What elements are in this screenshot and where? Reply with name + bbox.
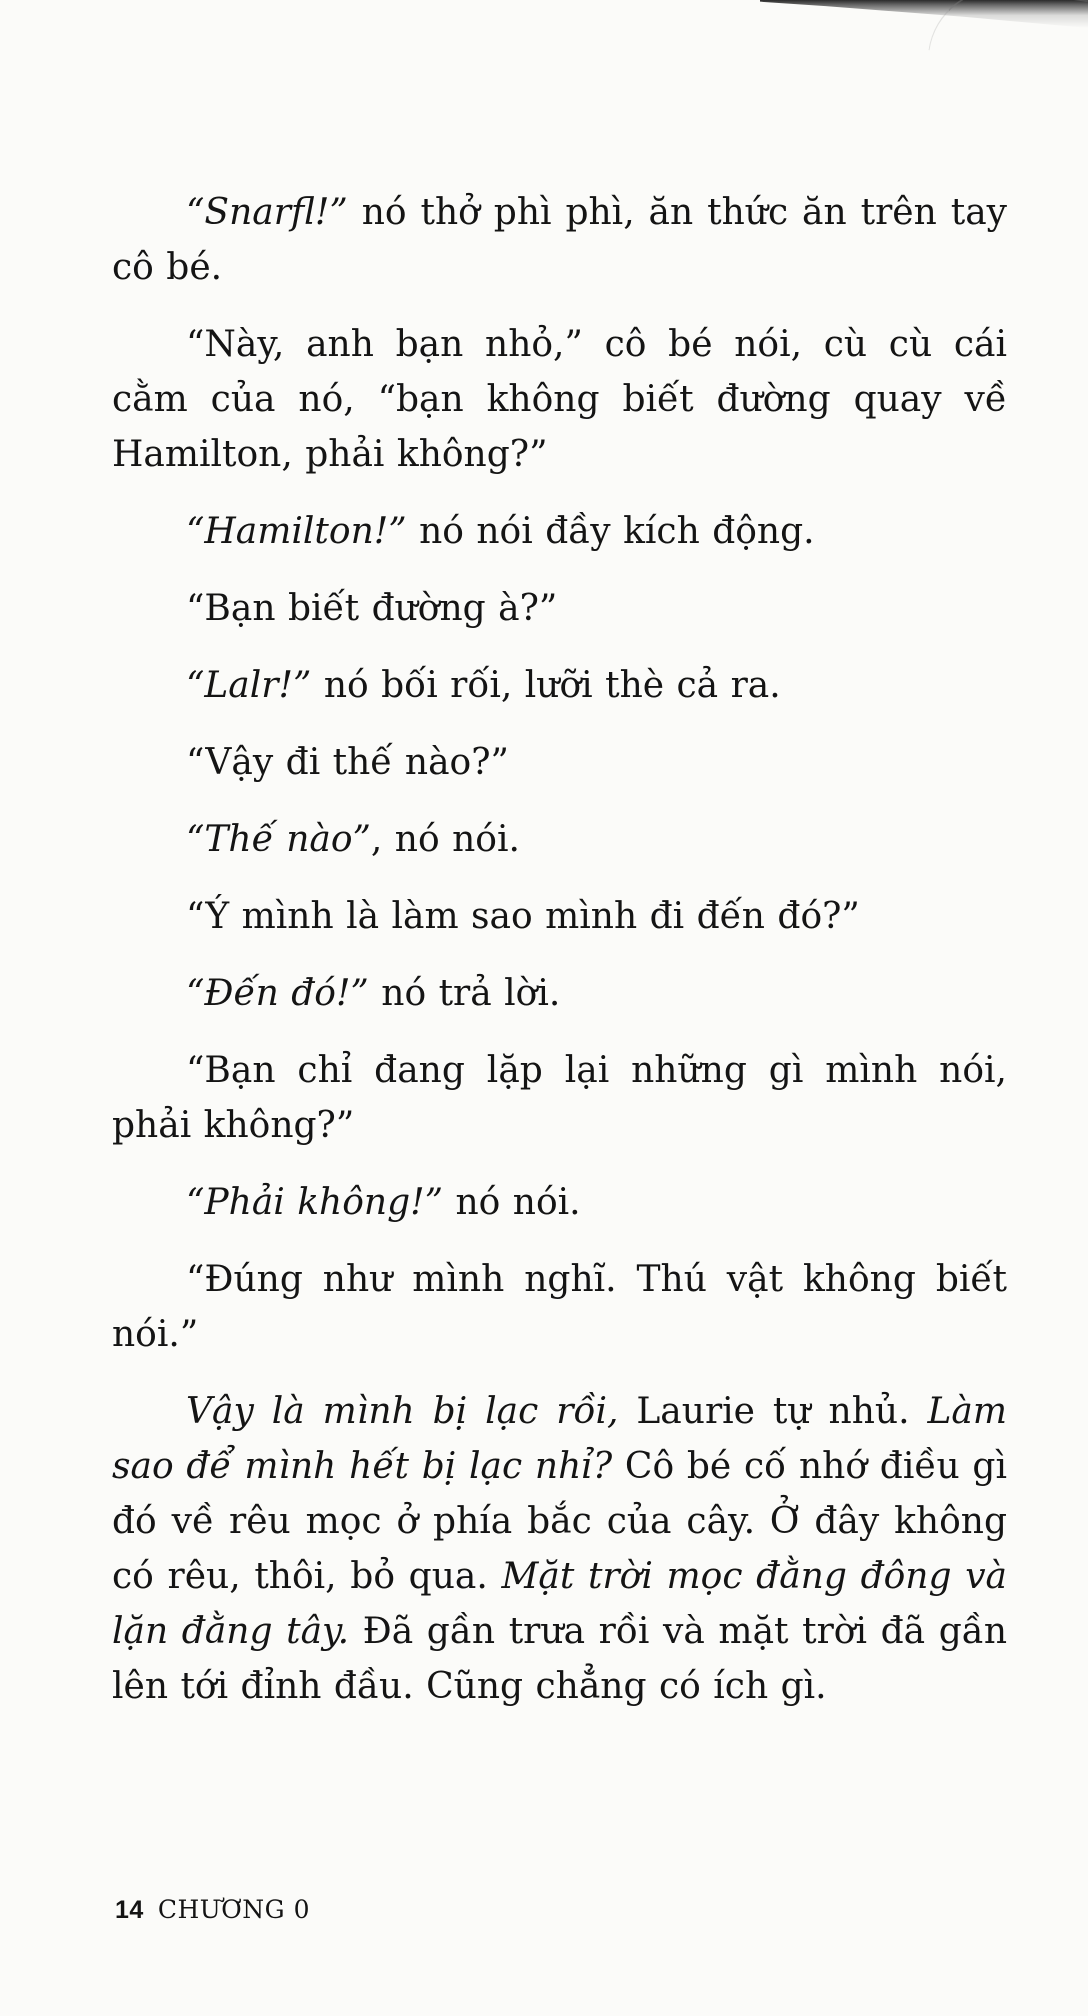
page-footer (115, 1895, 310, 1925)
paragraph-1 (112, 185, 1007, 295)
dialogue-italic: “Hamilton!” (186, 511, 407, 552)
text-run: Đã gần trưa rồi và mặt trời đã gần lên tới đỉnh đầu. Cũng chẳng có ích gì. (112, 1611, 1007, 1707)
text-run: nó nói đầy kích động. (406, 511, 815, 552)
paragraph-10 (112, 1043, 1007, 1153)
paragraph-5 (112, 658, 1007, 713)
page-body (112, 185, 1007, 1736)
text-run: “Bạn chỉ đang lặp lại những gì mình nói, phải không?” (112, 1050, 1007, 1146)
text-run: nó trả lời. (368, 973, 561, 1014)
text-run: nó thở phì phì, ăn thức ăn trên tay cô bé. (112, 192, 1007, 288)
thought-italic: Làm sao để mình hết bị lạc nhỉ? (112, 1391, 1007, 1487)
chapter-label: CHƯƠNG 0 (157, 1895, 311, 1924)
dialogue-italic: “Thế nào” (186, 819, 371, 860)
paragraph-8 (112, 889, 1007, 944)
page-number: 14 (115, 1896, 144, 1924)
paragraph-13 (112, 1384, 1007, 1714)
text-run: “Này, anh bạn nhỏ,” cô bé nói, cù cù cái cằm của nó, “bạn không biết đường quay về Hamilton, phải không?” (112, 324, 1007, 475)
dialogue-italic: “Snarfl!” (186, 192, 348, 233)
scan-page-edge (928, 0, 1088, 71)
thought-italic: Mặt trời mọc đằng đông và lặn đằng tây. (112, 1556, 1007, 1652)
text-run: nó bối rối, lưỡi thè cả ra. (311, 665, 781, 706)
paragraph-7 (112, 812, 1007, 867)
paragraph-12 (112, 1252, 1007, 1362)
text-run: Cô bé cố nhớ điều gì đó về rêu mọc ở phía bắc của cây. Ở đây không có rêu, thôi, bỏ qua. (112, 1446, 1007, 1597)
paragraph-9 (112, 966, 1007, 1021)
paragraph-6 (112, 735, 1007, 790)
text-run: “Bạn biết đường à?” (186, 588, 558, 629)
paragraph-3 (112, 504, 1007, 559)
dialogue-italic: “Lalr!” (186, 665, 312, 706)
paragraph-11 (112, 1175, 1007, 1230)
text-run: nó nói. (443, 1182, 581, 1223)
dialogue-italic: “Phải không!” (186, 1182, 444, 1223)
thought-italic: Vậy là mình bị lạc rồi, (186, 1391, 619, 1432)
text-run: Laurie tự nhủ. (618, 1391, 928, 1432)
text-run: “Ý mình là làm sao mình đi đến đó?” (186, 896, 860, 937)
paragraph-4 (112, 581, 1007, 636)
dialogue-italic: “Đến đó!” (186, 973, 369, 1014)
text-run: , nó nói. (370, 819, 520, 860)
text-run: “Vậy đi thế nào?” (186, 742, 509, 783)
text-run: “Đúng như mình nghĩ. Thú vật không biết nói.” (112, 1259, 1007, 1355)
paragraph-2 (112, 317, 1007, 482)
